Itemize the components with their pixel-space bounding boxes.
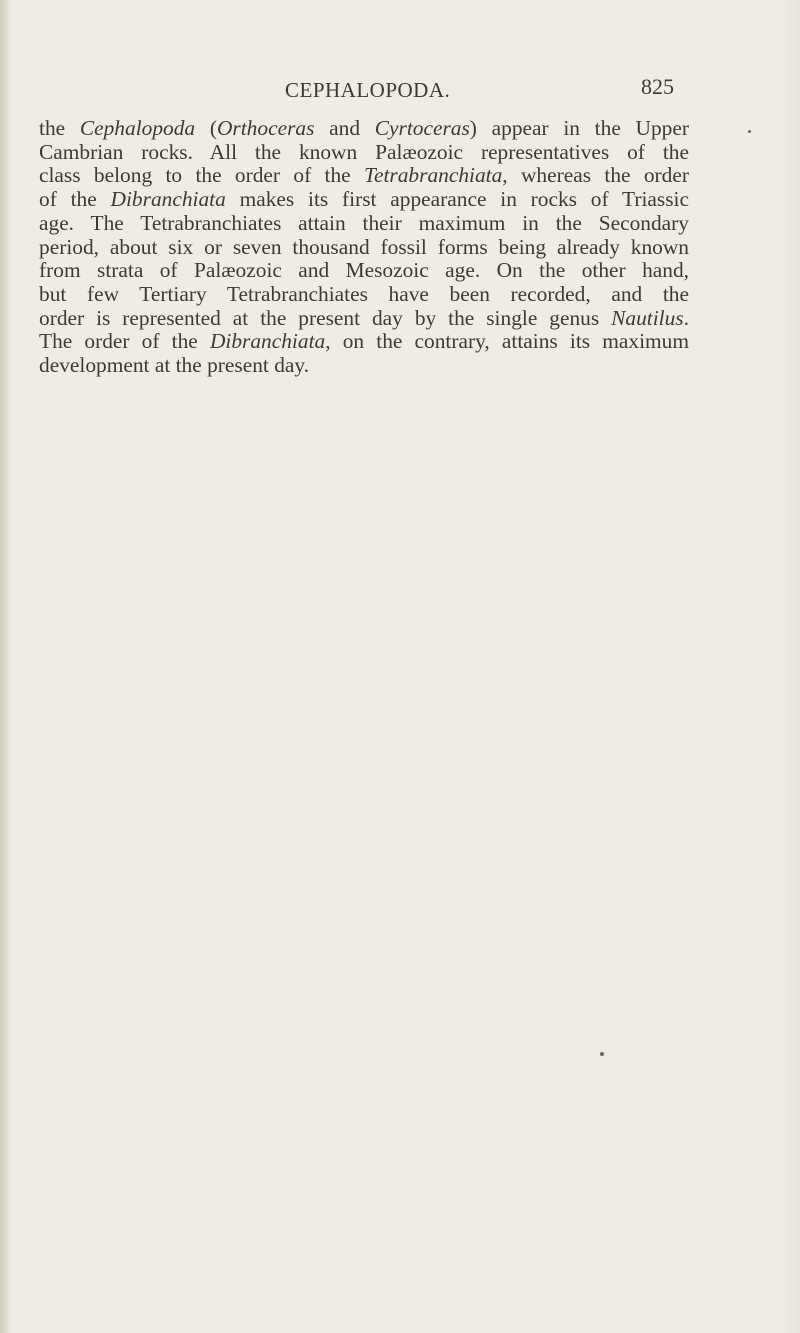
text-line [39,236,689,260]
text-line [39,259,689,283]
text-line [39,141,689,165]
text-line [39,283,689,307]
text-run: ( [195,116,217,140]
text-run: class belong to the order of the [39,163,365,188]
text-run: development at the present day. [39,353,310,378]
italic-term: Cephalopoda [79,116,196,140]
text-line [39,330,689,354]
text-run: , whereas the order [502,163,689,188]
italic-term: Nautilus [611,305,684,330]
margin-speck [600,1052,604,1056]
text-line [39,117,689,141]
text-line [39,307,689,331]
text-run: ) appear in the Upper [469,116,689,140]
italic-term: Tetrabranchiata [364,163,503,188]
text-run: The order of the [39,329,210,354]
italic-term: Cyrtoceras [374,116,470,140]
text-run: makes its first appearance in rocks of Triassic [225,187,689,212]
text-run: from strata of Palæozoic and Mesozoic age. On the other hand, [39,258,689,283]
text-line [39,164,689,188]
running-title: CEPHALOPODA. [285,78,451,102]
text-run: age. The Tetrabranchiates attain their maximum in the Secondary [39,210,689,235]
text-run: period, about six or seven thousand fossil forms being already known [39,234,689,259]
text-run: . [683,305,689,330]
text-run: the [39,116,80,140]
text-run: but few Tertiary Tetrabranchiates have been recorded, and the [39,281,689,306]
page-number: 825 [641,74,674,99]
text-run: Cambrian rocks. All the known Palæozoic representatives of the [39,139,689,164]
margin-speck [748,130,751,133]
text-run: , on the contrary, attains its maximum [325,329,689,354]
italic-term: Dibranchiata [110,187,226,212]
text-run: order is represented at the present day by the single genus [39,305,612,330]
text-line [39,354,689,378]
text-run: of the [39,187,111,212]
italic-term: Orthoceras [216,116,315,140]
body-paragraph [39,117,689,378]
page-gutter-edge [0,0,9,1333]
text-run: and [314,116,375,140]
italic-term: Dibranchiata [209,329,326,354]
text-line [39,212,689,236]
running-head [0,72,800,112]
text-line [39,188,689,212]
